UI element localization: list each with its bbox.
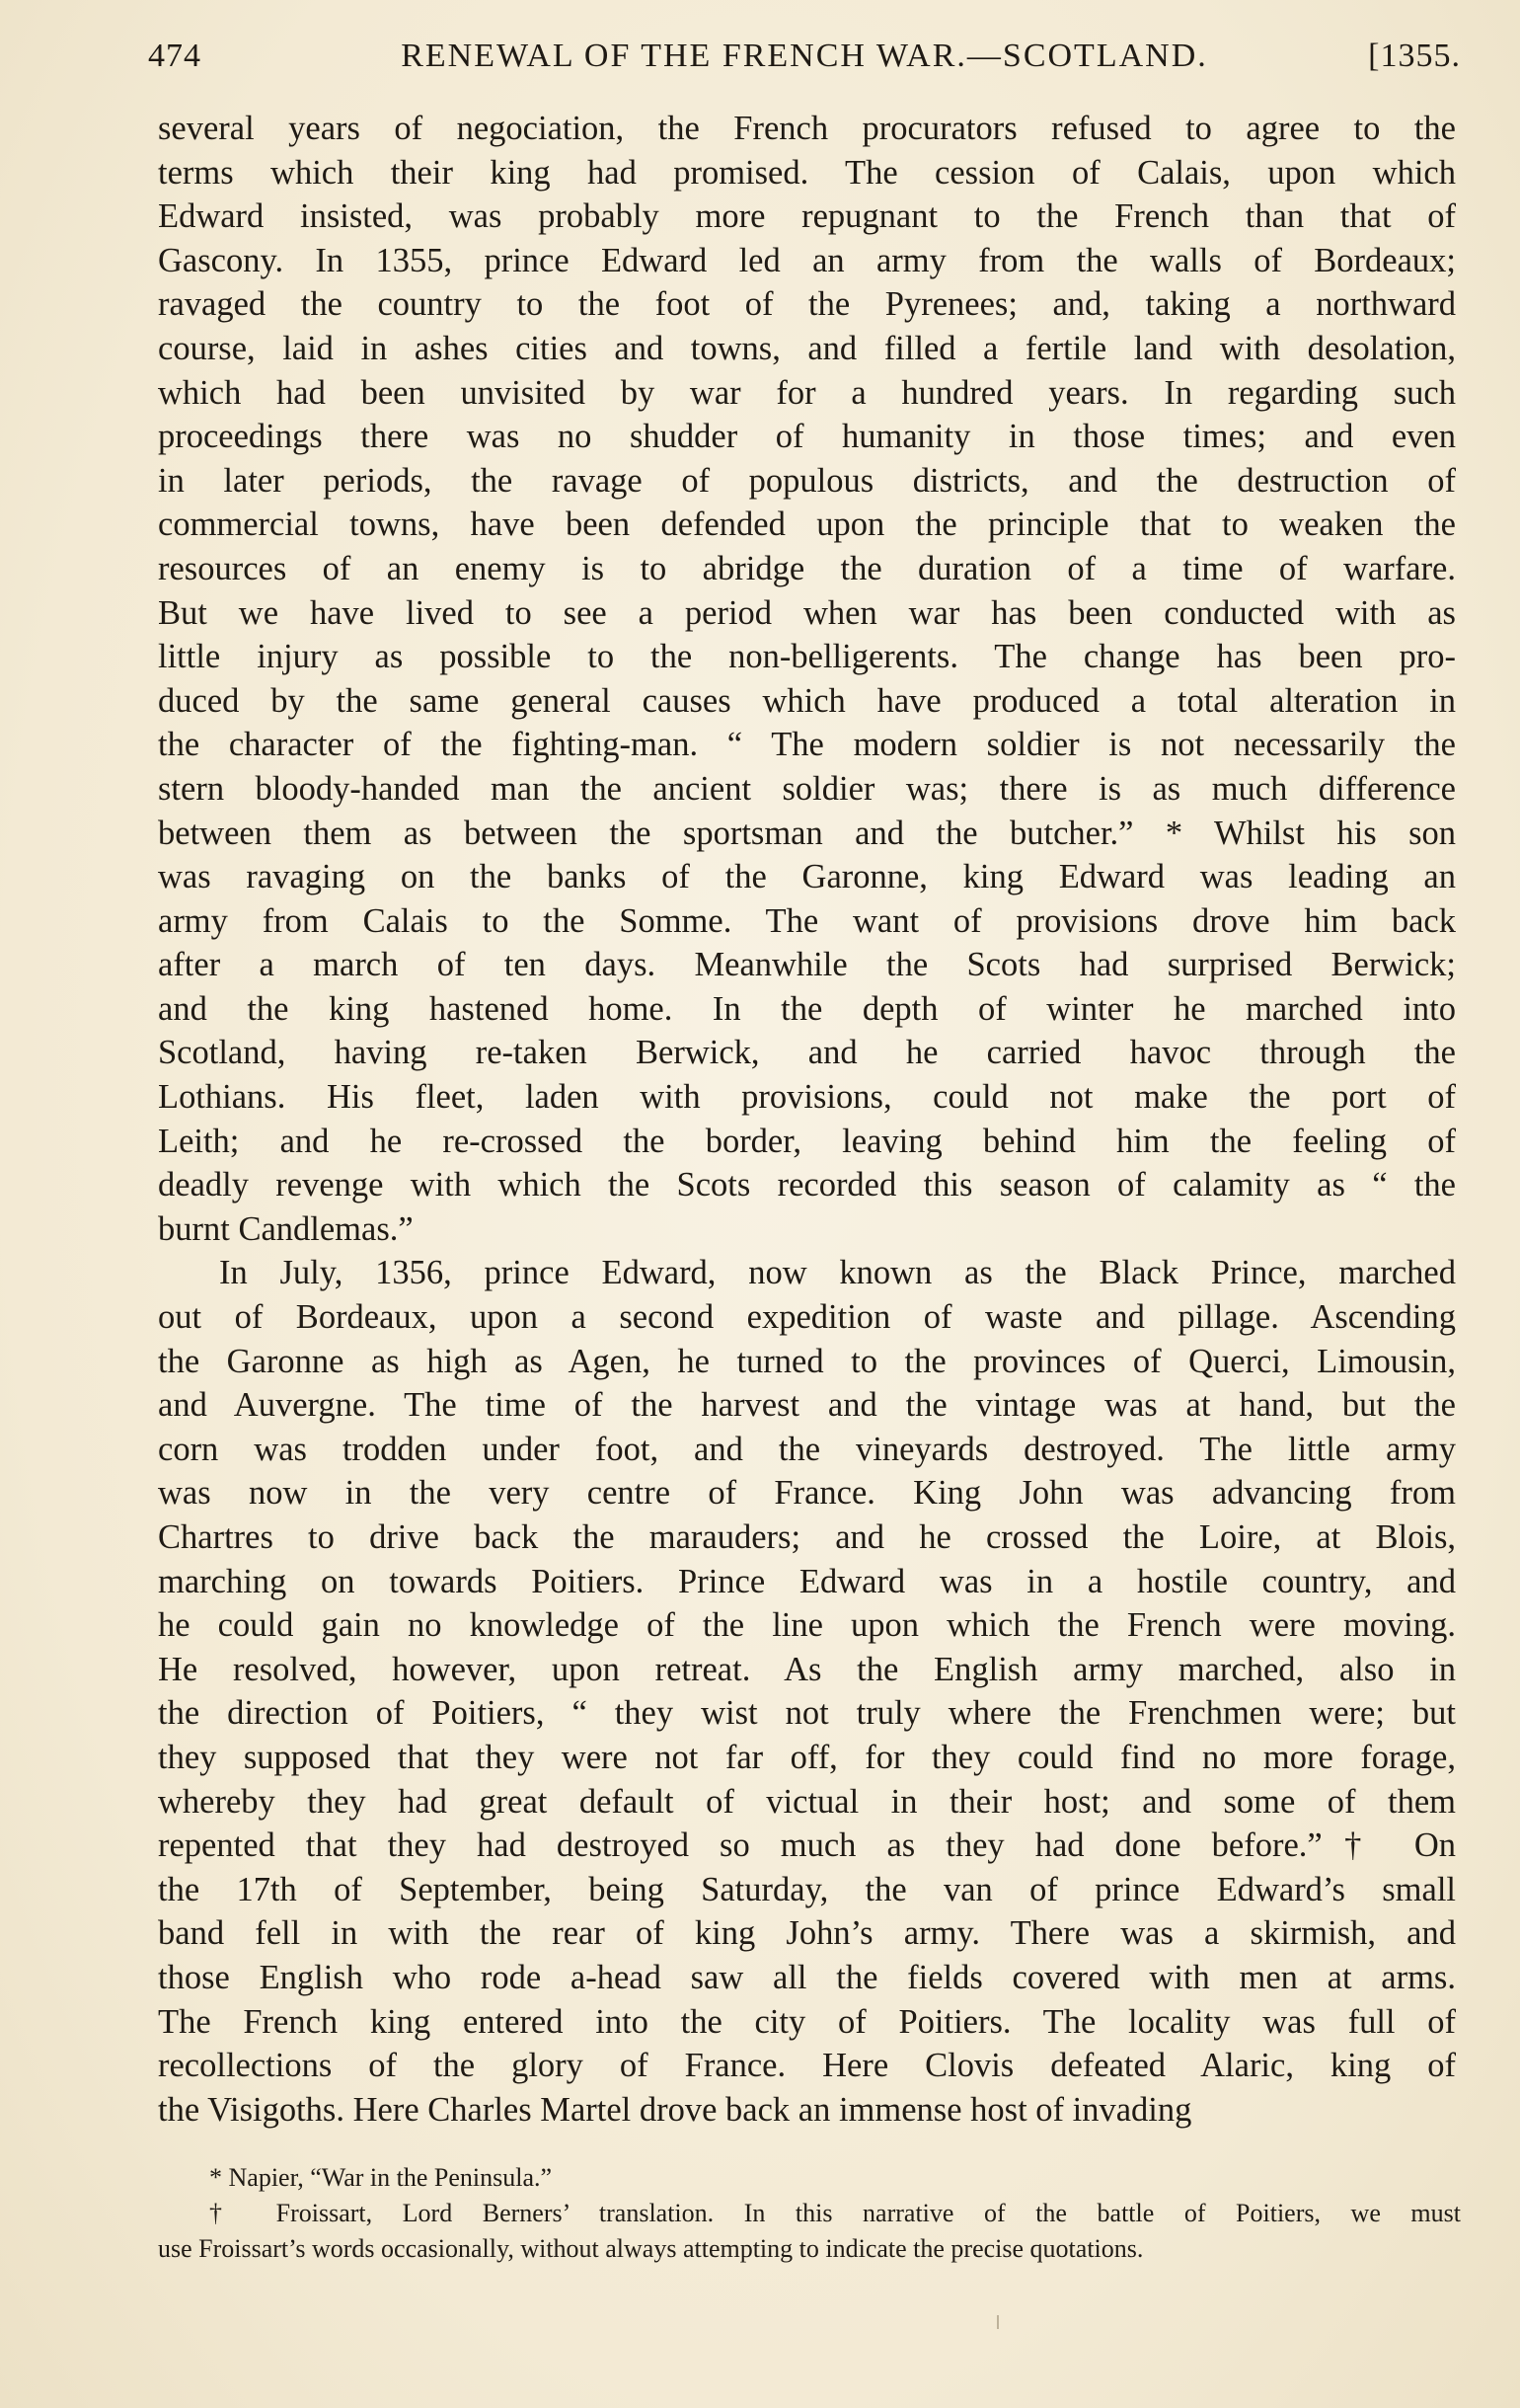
- text-line: the direction of Poitiers, “ they wist not truly where the Frenchmen were; but: [158, 1694, 1456, 1733]
- text-line: stern bloody-handed man the ancient soldier was; there is as much difference: [158, 769, 1456, 808]
- page-number: 474: [148, 38, 201, 74]
- paragraph-2: [158, 1251, 1456, 2132]
- text-line: He resolved, however, upon retreat. As the English army marched, also in: [158, 1650, 1456, 1688]
- footnote-2-line-1: † Froissart, Lord Berners’ translation. In this narrative of the battle of Poitiers, we must: [209, 2199, 1461, 2227]
- text-line: which had been unvisited by war for a hundred years. In regarding such: [158, 373, 1456, 412]
- text-line: The French king entered into the city of Poitiers. The locality was full of: [158, 2002, 1456, 2041]
- text-line: marching on towards Poitiers. Prince Edward was in a hostile country, and: [158, 1562, 1456, 1600]
- footnote-1-text: * Napier, “War in the Peninsula.”: [209, 2163, 553, 2192]
- footnote-2: [158, 2196, 1461, 2267]
- body-text: [158, 107, 1456, 2132]
- text-line: In July, 1356, prince Edward, now known as the Black Prince, marched: [219, 1254, 1456, 1292]
- text-line: corn was trodden under foot, and the vineyards destroyed. The little army: [158, 1430, 1456, 1468]
- text-line: was now in the very centre of France. King John was advancing from: [158, 1474, 1456, 1513]
- text-line: out of Bordeaux, upon a second expedition of waste and pillage. Ascending: [158, 1298, 1456, 1337]
- text-line: recollections of the glory of France. Here Clovis defeated Alaric, king of: [158, 2047, 1456, 2085]
- text-line: repented that they had destroyed so much as they had done before.”† On: [158, 1826, 1456, 1865]
- text-line: Edward insisted, was probably more repugnant to the French than that of: [158, 197, 1456, 236]
- text-line: and Auvergne. The time of the harvest and the vintage was at hand, but the: [158, 1386, 1456, 1425]
- text-line: ravaged the country to the foot of the Pyrenees; and, taking a northward: [158, 285, 1456, 324]
- text-line: little injury as possible to the non-belligerents. The change has been pro-: [158, 638, 1456, 676]
- text-line: course, laid in ashes cities and towns, and filled a fertile land with desolation,: [158, 329, 1456, 367]
- text-line: resources of an enemy is to abridge the duration of a time of warfare.: [158, 549, 1456, 587]
- text-line: Gascony. In 1355, prince Edward led an army from the walls of Bordeaux;: [158, 241, 1456, 279]
- text-line: Scotland, having re-taken Berwick, and he carried havoc through the: [158, 1034, 1456, 1072]
- text-line: several years of negociation, the French procurators refused to agree to the: [158, 110, 1456, 147]
- text-line: the Visigoths. Here Charles Martel drove back an immense host of invading: [158, 2090, 1192, 2129]
- text-line: and the king hastened home. In the depth of winter he marched into: [158, 989, 1456, 1028]
- text-line: between them as between the sportsman and the butcher.” * Whilst his son: [158, 814, 1456, 852]
- text-line: proceedings there was no shudder of humanity in those times; and even: [158, 418, 1456, 456]
- text-line: the Garonne as high as Agen, he turned to the provinces of Querci, Limousin,: [158, 1342, 1456, 1380]
- running-year: [1355.: [1368, 38, 1461, 74]
- footnotes: [158, 2160, 1461, 2267]
- paper-speck: [997, 2315, 999, 2329]
- text-line: the character of the fighting-man. “ The modern soldier is not necessarily the: [158, 726, 1456, 764]
- text-line: burnt Candlemas.”: [158, 1209, 414, 1248]
- text-line: those English who rode a-head saw all the fields covered with men at arms.: [158, 1958, 1456, 1996]
- text-line: commercial towns, have been defended upon the principle that to weaken the: [158, 505, 1456, 544]
- text-line: duced by the same general causes which have produced a total alteration in: [158, 681, 1456, 720]
- text-line: in later periods, the ravage of populous districts, and the destruction of: [158, 461, 1456, 500]
- text-line: whereby they had great default of victual in their host; and some of them: [158, 1782, 1456, 1821]
- text-line: army from Calais to the Somme. The want of provisions drove him back: [158, 901, 1456, 940]
- text-line: they supposed that they were not far off, for they could find no more forage,: [158, 1738, 1456, 1776]
- running-title: RENEWAL OF THE FRENCH WAR.—SCOTLAND.: [401, 38, 1208, 74]
- text-line: band fell in with the rear of king John’s army. There was a skirmish, and: [158, 1914, 1456, 1953]
- text-line: was ravaging on the banks of the Garonne, king Edward was leading an: [158, 858, 1456, 896]
- text-line: But we have lived to see a period when war has been conducted with as: [158, 593, 1456, 632]
- text-line: after a march of ten days. Meanwhile the Scots had surprised Berwick;: [158, 946, 1456, 984]
- footnote-2-line-2: use Froissart’s words occasionally, without always attempting to indicate the precise quotations.: [158, 2234, 1144, 2263]
- text-line: Leith; and he re-crossed the border, leaving behind him the feeling of: [158, 1122, 1456, 1160]
- text-line: deadly revenge with which the Scots recorded this season of calamity as “ the: [158, 1166, 1456, 1204]
- text-line: the 17th of September, being Saturday, the van of prince Edward’s small: [158, 1870, 1456, 1908]
- running-head: [148, 38, 1461, 87]
- text-line: Chartres to drive back the marauders; and he crossed the Loire, at Blois,: [158, 1518, 1456, 1556]
- footnote-1: [158, 2160, 1461, 2196]
- text-line: terms which their king had promised. The cession of Calais, upon which: [158, 153, 1456, 192]
- paragraph-1: [158, 107, 1456, 1251]
- text-line: Lothians. His fleet, laden with provisions, could not make the port of: [158, 1078, 1456, 1117]
- text-line: he could gain no knowledge of the line upon which the French were moving.: [158, 1606, 1456, 1645]
